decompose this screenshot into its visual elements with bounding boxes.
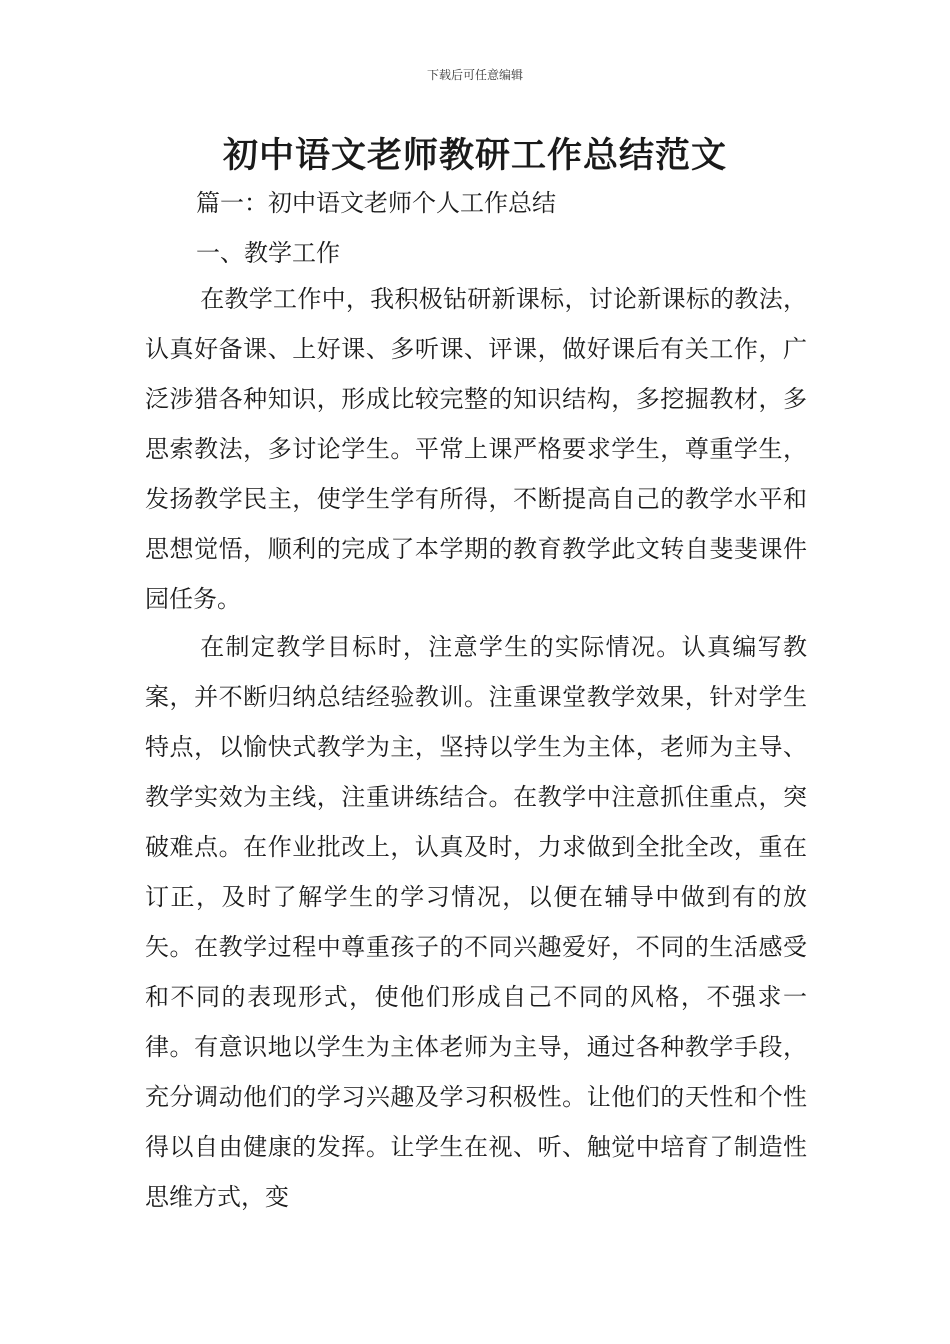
body-paragraph: 在制定教学目标时，注意学生的实际情况。认真编写教案，并不断归纳总结经验教训。注重课堂教学效果，针对学生特点，以愉快式教学为主，坚持以学生为主体，老师为主导、教学实效为主线，注重讲练结合。在教学中注意抓住重点，突破难点。在作业批改上，认真及时，力求做到全批全改，重在订正，及时了解学生的学习情况，以便在辅导中做到有的放矢。在教学过程中尊重孩子的不同兴趣爱好，不同的生活感受和不同的表现形式，使他们形成自己不同的风格，不强求一律。有意识地以学生为主体老师为主导，通过各种教学手段，充分调动他们的学习兴趣及学习积极性。让他们的天性和个性得以自由健康的发挥。让学生在视、听、触觉中培育了制造性思维方式，变	[145, 633, 807, 1211]
document-subtitle: 篇一：初中语文老师个人工作总结	[196, 189, 556, 217]
body-paragraph: 在教学工作中，我积极钻研新课标，讨论新课标的教法，认真好备课、上好课、多听课、评课，做好课后有关工作，广泛涉猎各种知识，形成比较完整的知识结构，多挖掘教材，多思索教法，多讨论学生。平常上课严格要求学生，尊重学生，发扬教学民主，使学生学有所得，不断提高自己的教学水平和思想觉悟，顺利的完成了本学期的教育教学此文转自斐斐课件园任务。	[145, 285, 807, 613]
header-note: 下载后可任意编辑	[426, 68, 523, 82]
section-heading: 一、教学工作	[196, 239, 340, 267]
document-title: 初中语文老师教研工作总结范文	[222, 136, 727, 176]
